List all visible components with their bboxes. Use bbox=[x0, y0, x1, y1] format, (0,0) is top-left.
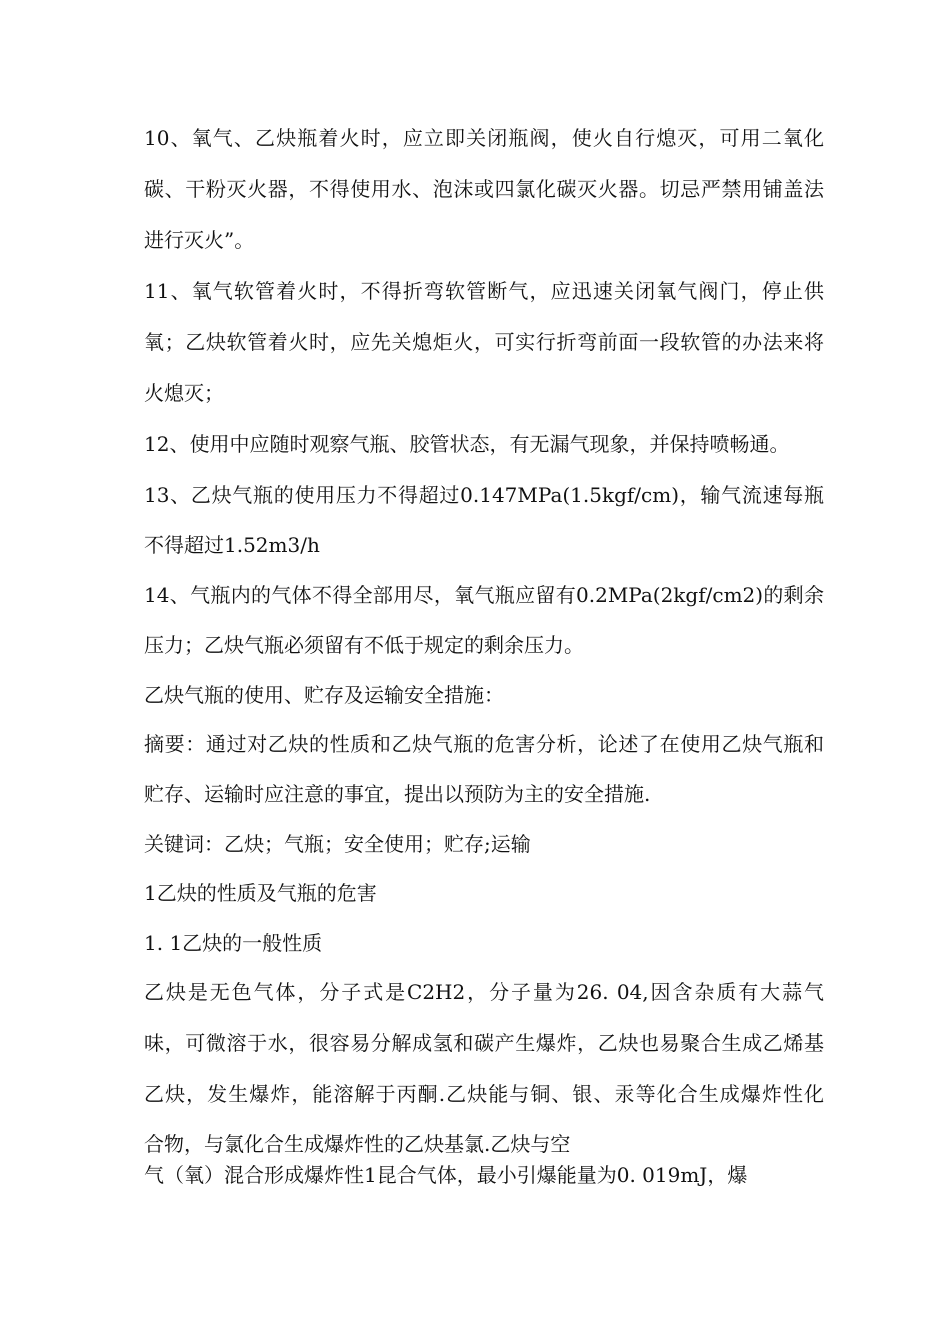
abstract-line-1: 摘要：通过对乙炔的性质和乙炔气瓶的危害分析，论述了在使用乙炔气瓶和 bbox=[144, 732, 824, 756]
chapter-1-heading: 1乙炔的性质及气瓶的危害 bbox=[144, 881, 377, 905]
paragraph-11-line-1: 11、氧气软管着火时，不得折弯软管断气，应迅速关闭氧气阀门，停止供 bbox=[144, 279, 824, 303]
abstract-line-2: 贮存、运输时应注意的事宜，提出以预防为主的安全措施. bbox=[144, 782, 651, 806]
body-line-1: 乙炔是无色气体，分子式是C2H2，分子量为26. 04,因含杂质有大蒜气 bbox=[144, 980, 824, 1004]
body-line-4: 合物，与氯化合生成爆炸性的乙炔基氯.乙炔与空 bbox=[144, 1132, 571, 1156]
paragraph-10-line-1: 10、氧气、乙炔瓶着火时，应立即关闭瓶阀，使火自行熄灭，可用二氧化 bbox=[144, 126, 824, 150]
paragraph-11-line-2: 氧；乙炔软管着火时，应先关熄炬火，可实行折弯前面一段软管的办法来将 bbox=[144, 330, 824, 354]
paragraph-14-line-1: 14、气瓶内的气体不得全部用尽，氧气瓶应留有0.2MPa(2kgf/cm2)的剩余 bbox=[144, 583, 824, 607]
body-line-5: 气（氧）混合形成爆炸性1昆合气体，最小引爆能量为0. 019mJ，爆 bbox=[144, 1163, 748, 1187]
paragraph-10-line-2: 碳、干粉灭火器，不得使用水、泡沫或四氯化碳灭火器。切忌严禁用铺盖法 bbox=[144, 177, 824, 201]
paragraph-13-line-2: 不得超过1.52m3/h bbox=[144, 533, 320, 557]
paragraph-11-line-3: 火熄灭； bbox=[144, 381, 224, 405]
keywords-line: 关键词：乙炔；气瓶；安全使用；贮存;运输 bbox=[144, 832, 531, 856]
section-1-1-heading: 1. 1乙炔的一般性质 bbox=[144, 931, 323, 955]
paragraph-10-line-3: 进行灭火”。 bbox=[144, 228, 255, 252]
paragraph-13-line-1: 13、乙炔气瓶的使用压力不得超过0.147MPa(1.5kgf/cm)，输气流速每瓶 bbox=[144, 483, 824, 507]
paragraph-12-line-1: 12、使用中应随时观察气瓶、胶管状态，有无漏气现象，并保持喷畅通。 bbox=[144, 432, 790, 456]
body-line-3: 乙炔，发生爆炸，能溶解于丙酮.乙炔能与铜、银、汞等化合生成爆炸性化 bbox=[144, 1082, 824, 1106]
paragraph-14-line-2: 压力；乙炔气瓶必须留有不低于规定的剩余压力。 bbox=[144, 633, 584, 657]
body-line-2: 味，可微溶于水，很容易分解成氢和碳产生爆炸，乙炔也易聚合生成乙烯基 bbox=[144, 1031, 824, 1055]
section-heading: 乙炔气瓶的使用、贮存及运输安全措施： bbox=[144, 683, 504, 707]
